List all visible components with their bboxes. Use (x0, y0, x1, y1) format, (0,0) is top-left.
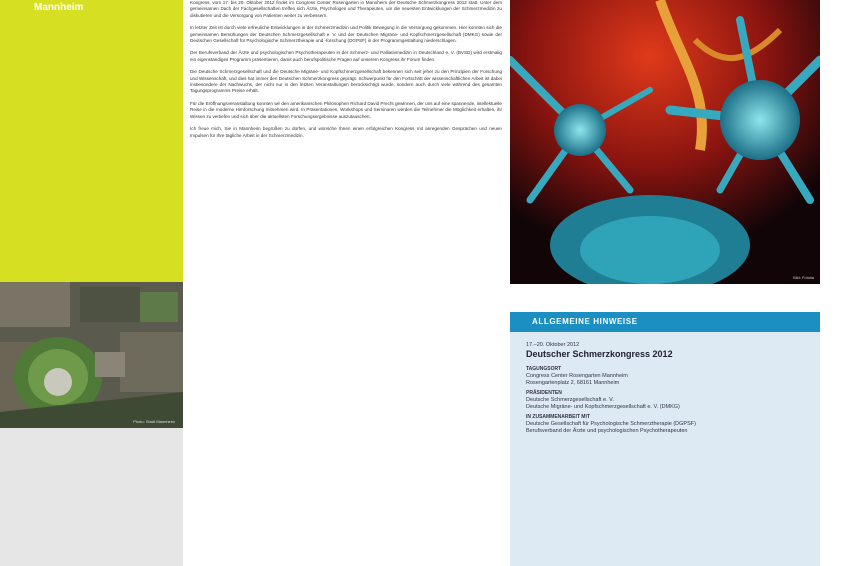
event-date: 17.–20. Oktober 2012 (526, 342, 580, 348)
info-header: ALLGEMEINE HINWEISE (510, 312, 820, 332)
left-column (0, 0, 183, 566)
partner-item: Deutsche Gesellschaft für Psychologische Schmerztherapie (DGPSF) (526, 421, 696, 427)
image-credit: Bild: Fotolia (793, 275, 814, 280)
aerial-photo (0, 282, 183, 428)
venue-label: TAGUNGSORT (526, 366, 562, 372)
yellow-panel (0, 0, 183, 282)
info-box (510, 312, 820, 566)
neuron-image (510, 0, 820, 284)
paragraph: Für die Eröffnungsveranstaltung konnten wir den amerikanischen Philosophen Richard David Precht gewinnen, der uns auf eine spannende, intellektuelle Reise in die moderne Hirnforschung mitnehmen wird. In Präsentationen, Workshops und Seminaren werden die Teilnehmer die Möglichkeit erhalten, ihr Wissen zu vertiefen und sich über die aktuellsten Forschungsergebnisse auszutauschen. (190, 100, 502, 119)
paragraph: Die Deutsche Schmerzgesellschaft und die Deutsche Migräne- und Kopfschmerzgesellschaft bekennen sich seit jeher zu den Prinzipien der Forschung und Wissenschaft, und dies hat immer den Deutschen Schmerzkongress geprägt. Schwerpunkt für den Fortschritt der wissenschaftlichen Arbeit ist dabei insbesondere der Nachwuchs, der nicht nur in den letzten Veranstaltungen berücksichtigt wurde, sondern auch durch viele während des gesamten Tagungsprogramms Preise erhält. (190, 69, 502, 94)
paragraph: Der Berufsverband der Ärzte und psychologischen Psychotherapeuten in der Schmerz- und Palliativmedizin in Deutschland e. V. (BVSD) wird erstmalig ein eigenständiges Programm präsentieren, damit auch berufspolitische Fragen auf unserem Kongress ihr Forum finden. (190, 50, 502, 62)
paragraph: Ich freue mich, Sie in Mannheim begrüßen zu dürfen, und wünsche Ihnen einen erfolgreichen Kongress mit anregenden Gesprächen und neuen Impulsen für Ihre tägliche Arbeit in der Schmerzmedizin. (190, 126, 502, 138)
photo-credit: Photo: Stadt Mannheim (133, 419, 175, 424)
partner-label: IN ZUSAMMENARBEIT MIT (526, 414, 590, 420)
president-item: Deutsche Migräne- und Kopfschmerzgesellschaft e. V. (DMKG) (526, 404, 680, 410)
panel-heading: Mannheim (34, 2, 84, 13)
venue-address: Rosengartenplatz 2, 68161 Mannheim (526, 380, 620, 386)
paragraph: In letzter Zeit ist durch viele erfreuliche Entwicklungen in der Schmerzmedizin und Politik Bewegung in die Versorgung gekommen. Hier konnten sich die gemeinsamen Bemühungen der Deutschen Schmerzgesellschaft e. V. und der Deutschen Migräne- und Kopfschmerzgesellschaft (DMKG) sowie der Deutschen Gesellschaft für Psychologische Schmerztherapie und -forschung (DGPSF) in der Programmgestaltung niederschlagen. (190, 25, 502, 44)
venue-name: Congress Center Rosengarten Mannheim (526, 373, 628, 379)
article-text (190, 0, 502, 566)
event-title: Deutscher Schmerzkongress 2012 (526, 349, 673, 359)
president-item: Deutsche Schmerzgesellschaft e. V. (526, 397, 614, 403)
paragraph: Kongress, vom 17. bis 20. Oktober 2012 findet im Congress Center Rosengarten in Mannheim der Deutsche Schmerzkongress 2012 statt. Unter dem gemeinsamen Dach der Fachgesellschaften treffen sich Ärzte, Psychologen und Therapeuten, um die neuesten Entwicklungen der Schmerzmedizin zu diskutieren und die Versorgung von Patienten weiter zu verbessern. (190, 0, 502, 18)
partner-item: Berufsverband der Ärzte und psychologischen Psychotherapeuten (526, 428, 688, 434)
president-label: PRÄSIDENTEN (526, 390, 562, 396)
